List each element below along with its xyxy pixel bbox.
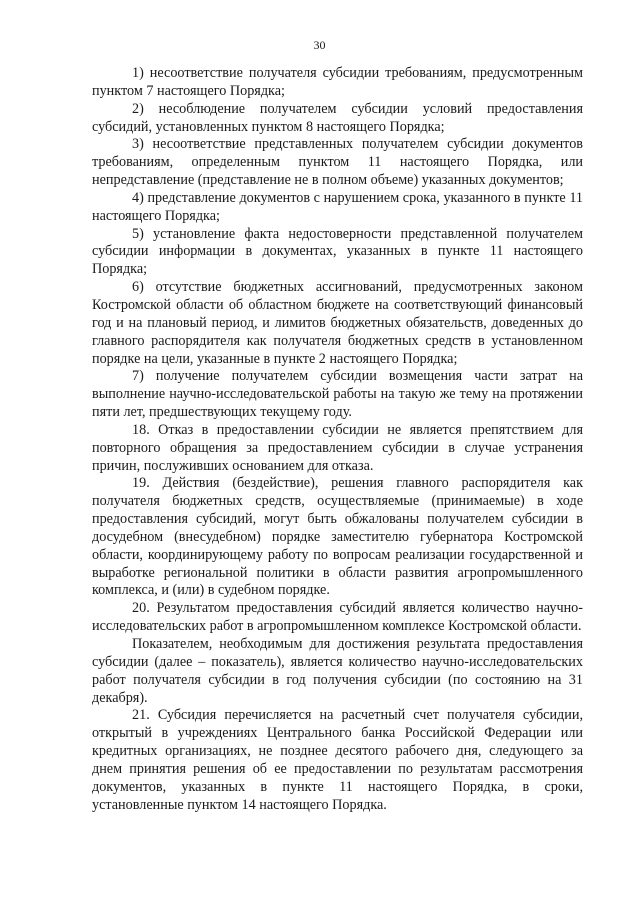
paragraph-item-4: 4) представление документов с нарушением срока, указанного в пункте 11 настоящего Порядка; bbox=[92, 189, 583, 224]
document-body bbox=[92, 65, 583, 814]
page-number: 30 bbox=[313, 38, 326, 52]
paragraph-indicator: Показателем, необходимым для достижения результата предоставления субсидии (далее – показатель), является количество научно-исследовательских работ получателя субсидии в год получения субсидии (по состоянию на 31 декабря). bbox=[92, 636, 583, 706]
paragraph-clause-18: 18. Отказ в предоставлении субсидии не является препятствием для повторного обращения за предоставлением субсидии в случае устранения причин, послуживших основанием для отказа. bbox=[92, 421, 583, 474]
paragraph-clause-19: 19. Действия (бездействие), решения главного распорядителя как получателя бюджетных средств, осуществляемые (принимаемые) в ходе предоставления субсидий, могут быть обжалованы получателем субсидии в досудебном (внесудебном) порядке заместителю губернатора Костромской области, координирующему работу по вопросам реализации государственной и выработке региональной политики в области развития агропромышленного комплекса, и (или) в судебном порядке. bbox=[92, 475, 583, 599]
paragraph-item-5: 5) установление факта недостоверности представленной получателем субсидии информации в документах, указанных в пункте 11 настоящего Порядка; bbox=[92, 225, 583, 278]
paragraph-item-1: 1) несоответствие получателя субсидии требованиям, предусмотренным пунктом 7 настоящего Порядка; bbox=[92, 65, 583, 99]
paragraph-item-6: 6) отсутствие бюджетных ассигнований, предусмотренных законом Костромской области об областном бюджете на соответствующий финансовый год и на плановый период, и лимитов бюджетных обязательств, доведенных до главного распорядителя как получателя бюджетных средств в установленном порядке на цели, указанные в пункте 2 настоящего Порядка; bbox=[92, 279, 583, 367]
paragraph-item-7: 7) получение получателем субсидии возмещения части затрат на выполнение научно-исследовательской работы на такую же тему на протяжении пяти лет, предшествующих текущему году. bbox=[92, 368, 583, 421]
paragraph-clause-21: 21. Субсидия перечисляется на расчетный счет получателя субсидии, открытый в учреждениях Центрального банка Российской Федерации или кредитных организациях, не позднее десятого рабочего дня, следующего за днем принятия решения об ее предоставлении по результатам рассмотрения документов, указанных в пункте 11 настоящего Порядка, в сроки, установленные пунктом 14 настоящего Порядка. bbox=[92, 707, 583, 813]
paragraph-item-3: 3) несоответствие представленных получателем субсидии документов требованиям, определенным пунктом 11 настоящего Порядка, или непредставление (представление не в полном объеме) указанных документов; bbox=[92, 136, 583, 189]
paragraph-clause-20: 20. Результатом предоставления субсидий является количество научно-исследовательских работ в агропромышленном комплексе Костромской области. bbox=[92, 600, 583, 635]
paragraph-item-2: 2) несоблюдение получателем субсидии условий предоставления субсидий, установленных пунктом 8 настоящего Порядка; bbox=[92, 100, 583, 135]
